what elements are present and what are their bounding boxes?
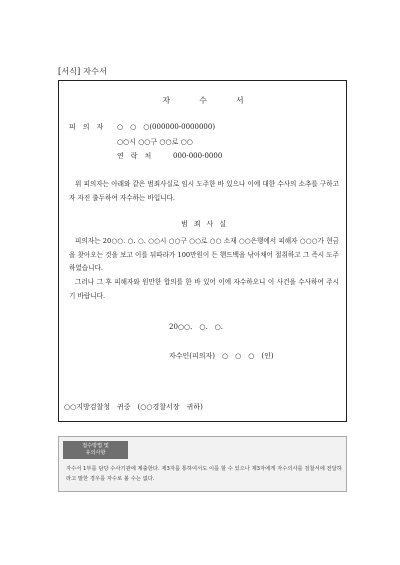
facts-paragraph-2: 그러나 그 후 피해자와 원만한 합의를 한 바 있어 이에 자수하오니 이 사건을 수사하여 주시기 바랍니다. [69,278,339,300]
facts-title-char: 사 [206,220,214,228]
facts-title-char: 실 [219,220,227,228]
contact-value: 000-000-0000 [173,152,223,160]
facts-title-char: 죄 [193,220,201,228]
notes-tag-line: 유의사항 [85,450,106,456]
intro-paragraph: 위 피의자는 아래와 같은 범죄사실로 임시 도주한 바 있으나 이에 대한 수사의 소추를 구하고자 자진 출두하여 자수하는 바입니다. [69,180,339,202]
suspect-label [69,123,110,132]
contact-label: 연 락 처 [117,152,152,160]
notes-text: 자수서 1부를 담당 수사기관에 제출한다. 제3자를 통하여서도 이를 할 수 있으나 제3자에게 자수의사를 검찰서에 전달하라고 말한 경우를 자수로 볼 수는 없다. [66,466,342,482]
title-char: 자 [162,96,172,105]
suspect-label-char: 의 [82,123,90,131]
facts-title [59,220,348,229]
facts-title-char: 범 [180,220,188,228]
addressee: ○○지방검찰청 귀중 (○○경찰서장 귀하) [64,403,203,411]
notes-tag-line: 접수방법 및 [82,443,109,449]
suspect-name-id: ○ ○ ○(000000-0000000) [117,123,216,131]
title-char: 수 [199,96,208,105]
facts-paragraph-1: 피의자는 20○○. ○. ○. ○○시 ○○구 ○○로 ○○ 소재 ○○은행에서 피해자 ○○○가 현금을 찾아오는 것을 보고 이를 뒤따라가 100만원이 든 핸드백을 낚아채어 절취하고 그 즉시 도주하였습니다. [69,237,339,272]
suspect-label-char: 자 [96,123,104,131]
confession-form [58,80,347,422]
submission-notes-box [58,436,347,492]
signer-line: 자수인(피의자) ○ ○ ○ (인) [169,352,274,360]
form-title [59,96,348,105]
title-char: 서 [235,96,245,105]
suspect-label-char: 피 [69,123,76,131]
suspect-address: ○○시 ○○구 ○○로 ○○ [117,138,193,146]
notes-tag [63,441,128,459]
form-date: 20○○. ○. ○. [169,323,224,331]
form-type-label: [서식] 자수서 [58,67,108,76]
